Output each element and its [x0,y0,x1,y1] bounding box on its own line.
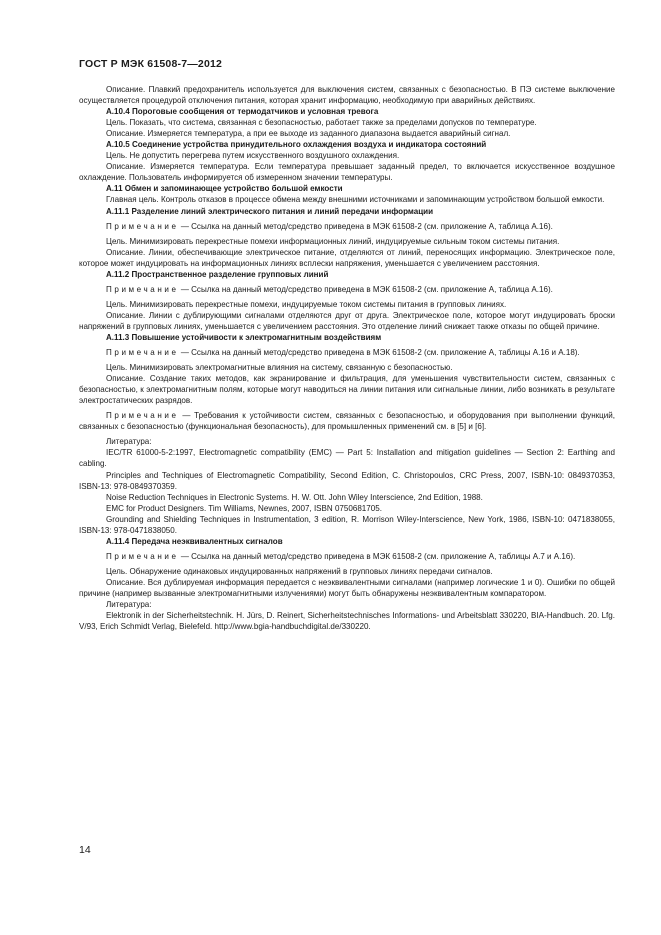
section-heading: А.10.4 Пороговые сообщения от термодатчиков и условная тревога [106,107,379,117]
paragraph: Описание. Линии с дублирующими сигналами отделяются друг от друга. Электрическое поле, которое могут индуцировать броски напряжений в групповых линиях, уменьшается с увеличением расстояния. Это отделение линий снижает также отказы по общей причине. [79,310,615,331]
literature-label: Литература: [106,600,152,610]
note-label: Примечание [106,284,179,294]
reference: Elektronik in der Sicherheitstechnik. H. Jürs, D. Reinert, Sicherheitstechnisches Informations- und Arbeitsblatt 330220, BIA-Handbuch. 20. Lfg. V/93, Erich Schmidt Verlag, Bielefeld. http://www.bgia-handbuchdigital.de/330220. [79,611,615,632]
paragraph: Описание. Измеряется температура, а при ее выходе из заданного диапазона выдается аварийный сигнал. [106,129,511,139]
section-heading: А.10.5 Соединение устройства принудительного охлаждения воздуха и индикатора состояний [106,140,487,150]
paragraph: Главная цель. Контроль отказов в процессе обмена между внешними источниками и запоминающим устройством большой емкости. [106,195,605,205]
note [79,221,615,232]
note-text: — Ссылка на данный метод/средство приведена в МЭК 61508-2 (см. приложение А, таблицы А.16 и А.18). [180,348,580,358]
section-heading: А.11.1 Разделение линий электрического питания и линий передачи информации [106,206,434,216]
note-label: Примечание [106,411,179,421]
note-label: Примечание [106,221,179,231]
reference: IEC/TR 61000-5-2:1997, Electromagnetic compatibility (EMC) — Part 5: Installation and mitigation guidelines — Section 2: Earthing and cabling. [79,448,615,469]
paragraph: Цель. Не допустить перегрева путем искусственного воздушного охлаждения. [106,151,400,161]
paragraph: Описание. Создание таких методов, как экранирование и фильтрация, для уменьшения чувствительности систем, связанных с безопасностью, к электромагнитным полям, которые могут наводиться на линии питания или сигнальные линии, либо возникать в результате электростатических разрядов. [79,374,615,406]
section-heading: А.11 Обмен и запоминающее устройство большой емкости [106,184,343,194]
reference: Grounding and Shielding Techniques in Instrumentation, 3 edition, R. Morrison Wiley-Interscience, New York, 1986, ISBN-10: 0471838055, ISBN-13: 978-0471838050. [79,514,615,535]
page-number: 14 [79,844,91,856]
note [79,551,615,562]
note-label: Примечание [106,551,179,561]
paragraph: Цель. Показать, что система, связанная с безопасностью, работает также за пределами допусков по температуре. [106,118,537,128]
standard-header: ГОСТ Р МЭК 61508-7—2012 [79,58,223,70]
section-heading: А.11.3 Повышение устойчивости к электромагнитным воздействиям [106,332,382,342]
note-label: Примечание [106,348,179,358]
paragraph: Описание. Измеряется температура. Если температура превышает заданный предел, то включается искусственное воздушное охлаждение. Пользователь информируется об измеренном значении температуры. [79,162,615,183]
reference: Noise Reduction Techniques in Electronic Systems. H. W. Ott. John Wiley Interscience, 2nd Edition, 1988. [106,492,483,502]
literature-label: Литература: [106,437,152,447]
note-text: — Ссылка на данный метод/средство приведена в МЭК 61508-2 (см. приложение А, таблица А.16). [180,221,553,231]
note-text: — Ссылка на данный метод/средство приведена в МЭК 61508-2 (см. приложение А, таблицы А.7 и А.16). [180,551,576,561]
reference: Principles and Techniques of Electromagnetic Compatibility, Second Edition, C. Christopoulos, CRC Press, 2007, ISBN-10: 0849370353, ISBN-13: 978-0849370359. [79,470,615,491]
paragraph: Описание. Плавкий предохранитель используется для выключения систем, связанных с безопасностью. В ПЭ системе выключение осуществляется процедурой отключения питания, которая хранит информацию, необходимую при аварийных действиях. [79,85,615,106]
note [79,410,615,432]
paragraph: Описание. Линии, обеспечивающие электрическое питание, отделяются от линий, переносящих информацию. Электрическое поле, которое может индуцировать на информационных линиях всплески напряжения, уменьшается с увеличением расстояния. [79,247,615,268]
note [79,347,615,358]
paragraph: Цель. Минимизировать перекрестные помехи информационных линий, индуцируемые сильным током системы питания. [106,236,560,246]
paragraph: Описание. Вся дублируемая информация передается с неэквивалентными сигналами (например логические 1 и 0). Ошибки по общей причине (например вызванные электромагнитными излучениями) могут быть обнаружены неэквивалентным компаратором. [79,577,615,598]
paragraph: Цель. Минимизировать перекрестные помехи, индуцируемые током системы питания в групповых линиях. [106,299,507,309]
paragraph: Цель. Обнаружение одинаковых индуцированных напряжений в групповых линиях передачи сигналов. [106,566,493,576]
note [79,284,615,295]
note-text: — Ссылка на данный метод/средство приведена в МЭК 61508-2 (см. приложение А, таблица А.16). [180,284,553,294]
paragraph: Цель. Минимизировать электромагнитные влияния на систему, связанную с безопасностью. [106,363,453,373]
note-text: — Требования к устойчивости систем, связанных с безопасностью, и оборудования при выполнении функций, связанных с безопасностью (функциональная безопасность), для промышленных применений см. в [5] и [6]. [79,411,615,432]
body-text [79,84,615,632]
section-heading: А.11.4 Передача неэквивалентных сигналов [106,536,283,546]
reference: EMC for Product Designers. Tim Williams, Newnes, 2007, ISBN 0750681705. [106,503,382,513]
section-heading: А.11.2 Пространственное разделение групповых линий [106,269,329,279]
